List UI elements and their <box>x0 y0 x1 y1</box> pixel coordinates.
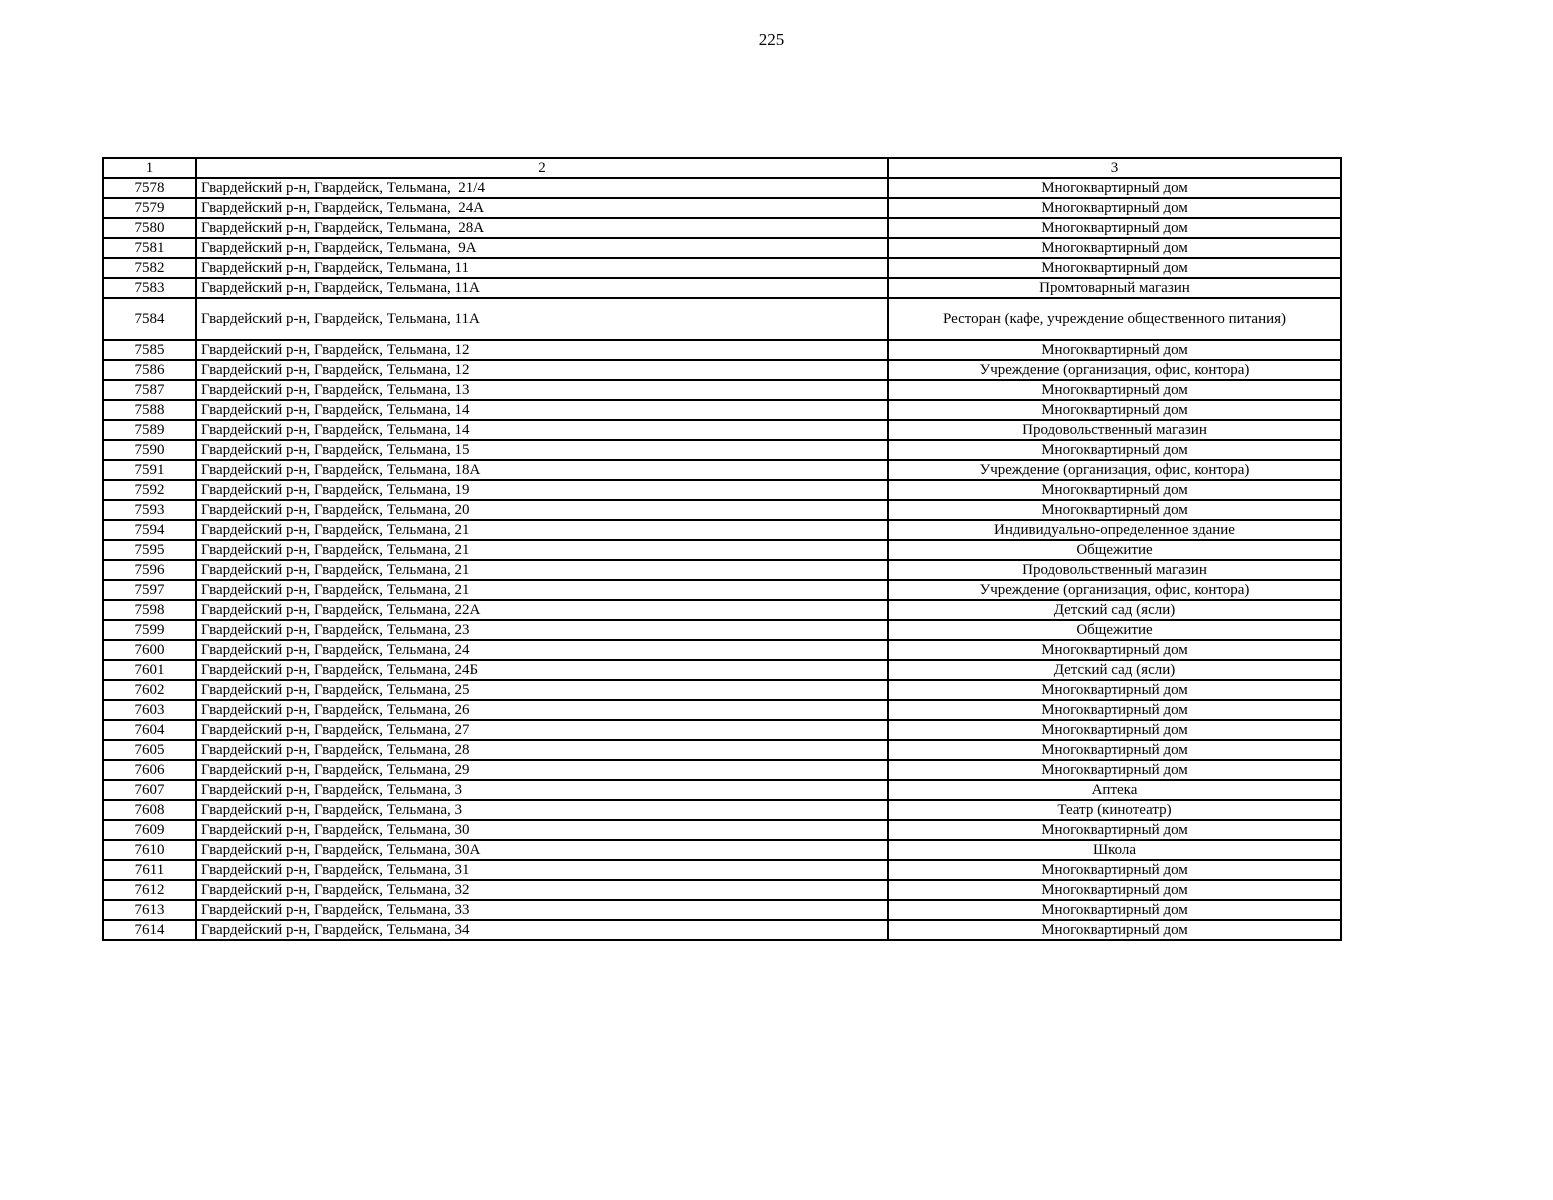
object-type-cell: Продовольственный магазин <box>888 420 1341 440</box>
table-row <box>103 380 1341 400</box>
row-number-cell: 7599 <box>103 620 196 640</box>
address-cell: Гвардейский р-н, Гвардейск, Тельмана, 11 <box>196 258 888 278</box>
table-row <box>103 238 1341 258</box>
row-number-cell: 7606 <box>103 760 196 780</box>
table-row <box>103 720 1341 740</box>
row-number-cell: 7595 <box>103 540 196 560</box>
table-row <box>103 400 1341 420</box>
row-number-cell: 7580 <box>103 218 196 238</box>
table-header-row <box>103 158 1341 178</box>
table-row <box>103 780 1341 800</box>
row-number-cell: 7591 <box>103 460 196 480</box>
table-row <box>103 740 1341 760</box>
row-number-cell: 7583 <box>103 278 196 298</box>
object-type-cell: Многоквартирный дом <box>888 340 1341 360</box>
object-type-cell: Многоквартирный дом <box>888 238 1341 258</box>
address-cell: Гвардейский р-н, Гвардейск, Тельмана, 21 <box>196 520 888 540</box>
table-row <box>103 480 1341 500</box>
row-number-cell: 7585 <box>103 340 196 360</box>
address-cell: Гвардейский р-н, Гвардейск, Тельмана, 21/4 <box>196 178 888 198</box>
row-number-cell: 7581 <box>103 238 196 258</box>
row-number-cell: 7604 <box>103 720 196 740</box>
object-type-cell: Общежитие <box>888 620 1341 640</box>
row-number-cell: 7582 <box>103 258 196 278</box>
address-cell: Гвардейский р-н, Гвардейск, Тельмана, 21 <box>196 540 888 560</box>
row-number-cell: 7588 <box>103 400 196 420</box>
object-type-cell: Школа <box>888 840 1341 860</box>
table-row <box>103 900 1341 920</box>
table-row <box>103 800 1341 820</box>
row-number-cell: 7614 <box>103 920 196 940</box>
table-row <box>103 880 1341 900</box>
row-number-cell: 7592 <box>103 480 196 500</box>
row-number-cell: 7607 <box>103 780 196 800</box>
table-row <box>103 258 1341 278</box>
table-row <box>103 520 1341 540</box>
object-type-cell: Индивидуально-определенное здание <box>888 520 1341 540</box>
address-cell: Гвардейский р-н, Гвардейск, Тельмана, 3 <box>196 800 888 820</box>
row-number-cell: 7587 <box>103 380 196 400</box>
table-row <box>103 560 1341 580</box>
object-type-cell: Учреждение (организация, офис, контора) <box>888 460 1341 480</box>
row-number-cell: 7611 <box>103 860 196 880</box>
address-cell: Гвардейский р-н, Гвардейск, Тельмана, 12 <box>196 340 888 360</box>
row-number-cell: 7610 <box>103 840 196 860</box>
table-row <box>103 760 1341 780</box>
registry-table <box>102 157 1342 941</box>
object-type-cell: Многоквартирный дом <box>888 218 1341 238</box>
address-cell: Гвардейский р-н, Гвардейск, Тельмана, 21 <box>196 580 888 600</box>
object-type-cell: Многоквартирный дом <box>888 178 1341 198</box>
table-row <box>103 440 1341 460</box>
row-number-cell: 7579 <box>103 198 196 218</box>
row-number-cell: 7597 <box>103 580 196 600</box>
table-row <box>103 600 1341 620</box>
object-type-cell: Учреждение (организация, офис, контора) <box>888 360 1341 380</box>
address-cell: Гвардейский р-н, Гвардейск, Тельмана, 12 <box>196 360 888 380</box>
address-cell: Гвардейский р-н, Гвардейск, Тельмана, 30А <box>196 840 888 860</box>
object-type-cell: Учреждение (организация, офис, контора) <box>888 580 1341 600</box>
address-cell: Гвардейский р-н, Гвардейск, Тельмана, 21 <box>196 560 888 580</box>
object-type-cell: Многоквартирный дом <box>888 860 1341 880</box>
table-row <box>103 460 1341 480</box>
object-type-cell: Многоквартирный дом <box>888 760 1341 780</box>
object-type-cell: Многоквартирный дом <box>888 920 1341 940</box>
object-type-cell: Многоквартирный дом <box>888 640 1341 660</box>
row-number-cell: 7603 <box>103 700 196 720</box>
object-type-cell: Многоквартирный дом <box>888 480 1341 500</box>
object-type-cell: Многоквартирный дом <box>888 740 1341 760</box>
table-row <box>103 620 1341 640</box>
object-type-cell: Ресторан (кафе, учреждение общественного питания) <box>888 298 1341 340</box>
table-row <box>103 198 1341 218</box>
address-cell: Гвардейский р-н, Гвардейск, Тельмана, 23 <box>196 620 888 640</box>
row-number-cell: 7609 <box>103 820 196 840</box>
row-number-cell: 7612 <box>103 880 196 900</box>
row-number-cell: 7590 <box>103 440 196 460</box>
row-number-cell: 7613 <box>103 900 196 920</box>
table-row <box>103 540 1341 560</box>
row-number-cell: 7608 <box>103 800 196 820</box>
row-number-cell: 7602 <box>103 680 196 700</box>
table-row <box>103 920 1341 940</box>
table-row <box>103 218 1341 238</box>
object-type-cell: Многоквартирный дом <box>888 440 1341 460</box>
column-header-2: 2 <box>196 158 888 178</box>
table-row <box>103 680 1341 700</box>
object-type-cell: Многоквартирный дом <box>888 380 1341 400</box>
row-number-cell: 7605 <box>103 740 196 760</box>
table-row <box>103 298 1341 340</box>
row-number-cell: 7600 <box>103 640 196 660</box>
address-cell: Гвардейский р-н, Гвардейск, Тельмана, 20 <box>196 500 888 520</box>
table-row <box>103 178 1341 198</box>
address-cell: Гвардейский р-н, Гвардейск, Тельмана, 24Б <box>196 660 888 680</box>
address-cell: Гвардейский р-н, Гвардейск, Тельмана, 14 <box>196 400 888 420</box>
object-type-cell: Многоквартирный дом <box>888 500 1341 520</box>
table-row <box>103 278 1341 298</box>
table-row <box>103 640 1341 660</box>
address-cell: Гвардейский р-н, Гвардейск, Тельмана, 24 <box>196 640 888 660</box>
object-type-cell: Детский сад (ясли) <box>888 660 1341 680</box>
row-number-cell: 7586 <box>103 360 196 380</box>
address-cell: Гвардейский р-н, Гвардейск, Тельмана, 29 <box>196 760 888 780</box>
address-cell: Гвардейский р-н, Гвардейск, Тельмана, 30 <box>196 820 888 840</box>
table-row <box>103 340 1341 360</box>
address-cell: Гвардейский р-н, Гвардейск, Тельмана, 31 <box>196 860 888 880</box>
table-row <box>103 700 1341 720</box>
table-row <box>103 360 1341 380</box>
address-cell: Гвардейский р-н, Гвардейск, Тельмана, 33 <box>196 900 888 920</box>
table-row <box>103 860 1341 880</box>
address-cell: Гвардейский р-н, Гвардейск, Тельмана, 13 <box>196 380 888 400</box>
column-header-1: 1 <box>103 158 196 178</box>
object-type-cell: Многоквартирный дом <box>888 900 1341 920</box>
address-cell: Гвардейский р-н, Гвардейск, Тельмана, 28А <box>196 218 888 238</box>
object-type-cell: Многоквартирный дом <box>888 680 1341 700</box>
address-cell: Гвардейский р-н, Гвардейск, Тельмана, 28 <box>196 740 888 760</box>
address-cell: Гвардейский р-н, Гвардейск, Тельмана, 15 <box>196 440 888 460</box>
address-cell: Гвардейский р-н, Гвардейск, Тельмана, 24А <box>196 198 888 218</box>
object-type-cell: Многоквартирный дом <box>888 820 1341 840</box>
object-type-cell: Многоквартирный дом <box>888 400 1341 420</box>
row-number-cell: 7589 <box>103 420 196 440</box>
row-number-cell: 7578 <box>103 178 196 198</box>
address-cell: Гвардейский р-н, Гвардейск, Тельмана, 9А <box>196 238 888 258</box>
object-type-cell: Детский сад (ясли) <box>888 600 1341 620</box>
table-row <box>103 500 1341 520</box>
object-type-cell: Общежитие <box>888 540 1341 560</box>
object-type-cell: Театр (кинотеатр) <box>888 800 1341 820</box>
address-cell: Гвардейский р-н, Гвардейск, Тельмана, 32 <box>196 880 888 900</box>
object-type-cell: Продовольственный магазин <box>888 560 1341 580</box>
address-cell: Гвардейский р-н, Гвардейск, Тельмана, 25 <box>196 680 888 700</box>
row-number-cell: 7594 <box>103 520 196 540</box>
table-row <box>103 840 1341 860</box>
page-number: 225 <box>758 30 785 49</box>
address-cell: Гвардейский р-н, Гвардейск, Тельмана, 34 <box>196 920 888 940</box>
object-type-cell: Многоквартирный дом <box>888 258 1341 278</box>
address-cell: Гвардейский р-н, Гвардейск, Тельмана, 3 <box>196 780 888 800</box>
address-cell: Гвардейский р-н, Гвардейск, Тельмана, 11А <box>196 298 888 340</box>
address-cell: Гвардейский р-н, Гвардейск, Тельмана, 11А <box>196 278 888 298</box>
address-cell: Гвардейский р-н, Гвардейск, Тельмана, 14 <box>196 420 888 440</box>
object-type-cell: Многоквартирный дом <box>888 700 1341 720</box>
address-cell: Гвардейский р-н, Гвардейск, Тельмана, 18А <box>196 460 888 480</box>
row-number-cell: 7596 <box>103 560 196 580</box>
address-cell: Гвардейский р-н, Гвардейск, Тельмана, 19 <box>196 480 888 500</box>
table-row <box>103 660 1341 680</box>
object-type-cell: Аптека <box>888 780 1341 800</box>
table-row <box>103 580 1341 600</box>
address-cell: Гвардейский р-н, Гвардейск, Тельмана, 26 <box>196 700 888 720</box>
row-number-cell: 7584 <box>103 298 196 340</box>
object-type-cell: Промтоварный магазин <box>888 278 1341 298</box>
object-type-cell: Многоквартирный дом <box>888 720 1341 740</box>
row-number-cell: 7601 <box>103 660 196 680</box>
row-number-cell: 7598 <box>103 600 196 620</box>
table-row <box>103 420 1341 440</box>
registry-table-body <box>103 158 1341 940</box>
column-header-3: 3 <box>888 158 1341 178</box>
object-type-cell: Многоквартирный дом <box>888 880 1341 900</box>
address-cell: Гвардейский р-н, Гвардейск, Тельмана, 22А <box>196 600 888 620</box>
object-type-cell: Многоквартирный дом <box>888 198 1341 218</box>
row-number-cell: 7593 <box>103 500 196 520</box>
address-cell: Гвардейский р-н, Гвардейск, Тельмана, 27 <box>196 720 888 740</box>
table-row <box>103 820 1341 840</box>
